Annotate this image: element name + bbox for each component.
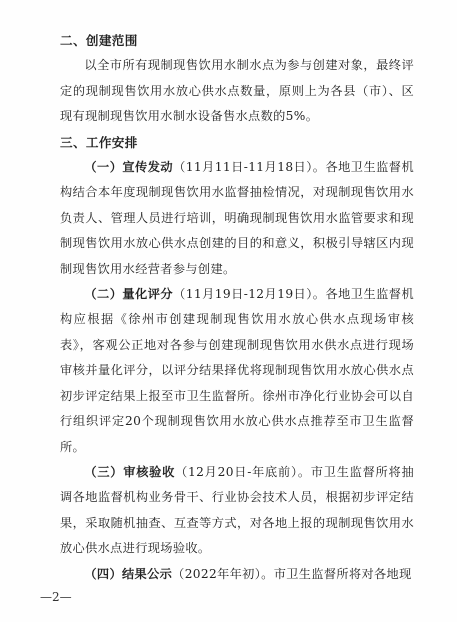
schedule-item-text: （2022年年初）。市卫生监督所将对各地现 [172,566,412,581]
schedule-item-text: （11月19日-12月19日）。各地卫生监督机构应根据《徐州市创建现制现售饮用水放心供水点现场审核表》，客观公正地对各参与创建现制现售饮用水供水点进行现场审核并量化评分，以评分结果择优将现制现售饮用水放心供水点初步评定结果上报至市卫生监督所。徐州市净化行业协会可以自行组织评定20个现制现售饮用水放心供水点推荐至市卫生监督所。 [60,287,414,454]
section-heading-scope: 二、创建范围 [60,33,138,48]
page-number: —2— [40,590,72,604]
schedule-item-acceptance [60,460,414,562]
schedule-item-title: （一）宣传发动 [84,160,174,175]
document-body [60,28,414,587]
schedule-item-title: （三）审核验收 [84,464,176,479]
schedule-item-text: （12月20日-年底前）。市卫生监督所将抽调各地监督机构业务骨干、行业协会技术人员，根据初步评定结果，采取随机抽查、互查等方式，对各地上报的现制现售饮用水放心供水点进行现场验收。 [60,464,415,556]
section-heading-schedule: 三、工作安排 [60,134,138,150]
schedule-item-announcement [60,562,414,587]
schedule-item-title: （四）结果公示 [84,566,173,581]
schedule-item-title: （二）量化评分 [84,287,174,302]
schedule-item-publicity [60,155,414,282]
section-paragraph-scope: 以全市所有现制现售饮用水制水点为参与创建对象，最终评定的现制现售饮用水放心供水点数量，原则上为各县（市）、区现有现制现售饮用水制水设备售水点数的5%。 [60,58,414,124]
schedule-item-text: （11月11日-11月18日）。各地卫生监督机构结合本年度现制现售饮用水监督抽检情况，对现制现售饮用水负责人、管理人员进行培训，明确现制现售饮用水监管要求和现制现售饮用水放心供水点创建的目的和意义，积极引导辖区内现制现售饮用水经营者参与创建。 [60,160,414,276]
schedule-item-scoring [60,282,414,460]
